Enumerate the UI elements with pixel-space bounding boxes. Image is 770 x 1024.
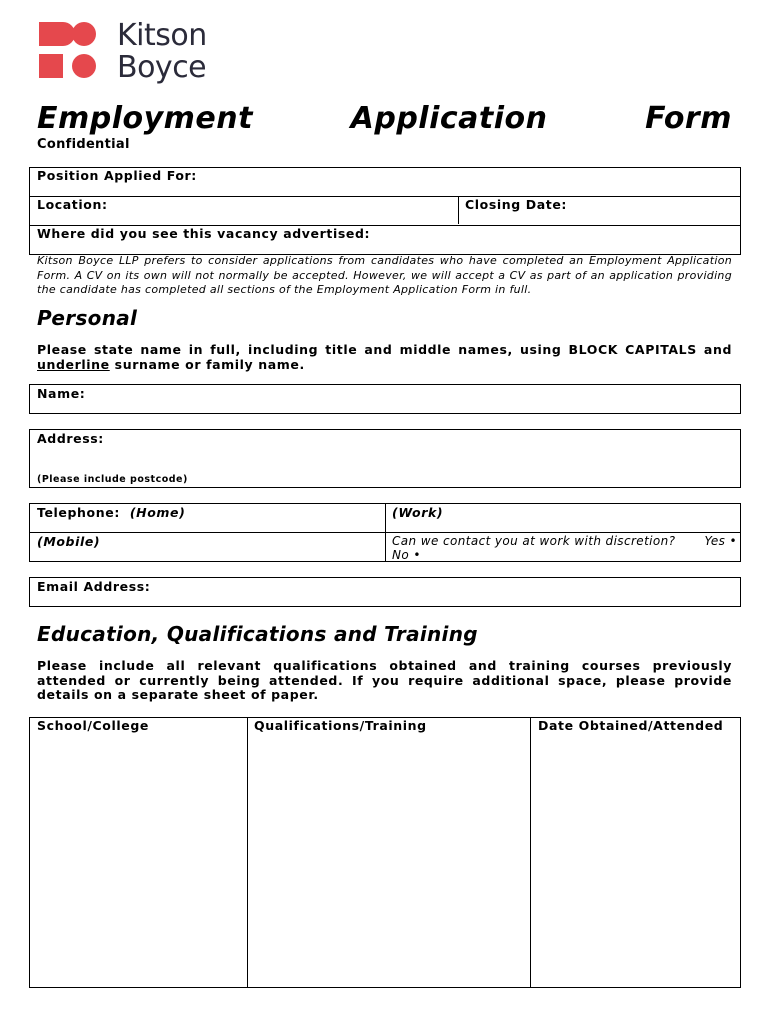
- telephone-work-field[interactable]: (Work): [392, 505, 444, 520]
- company-logo: [37, 20, 237, 86]
- title-word-3: Form: [645, 101, 732, 136]
- education-heading: Education, Qualifications and Training: [37, 622, 478, 646]
- column-qualifications-training: Qualifications/Training: [254, 718, 427, 733]
- address-field[interactable]: Address:: [37, 431, 104, 446]
- yes-option[interactable]: Yes •: [704, 534, 737, 548]
- title-word-2: Application: [350, 101, 548, 136]
- position-applied-field[interactable]: Position Applied For:: [37, 168, 197, 183]
- form-title: [37, 101, 732, 137]
- column-school-college: School/College: [37, 718, 149, 733]
- vacancy-table: [29, 167, 741, 255]
- address-box: [29, 429, 741, 488]
- name-box: [29, 384, 741, 414]
- logo-mark-icon: [37, 20, 99, 82]
- telephone-mobile-field[interactable]: (Mobile): [37, 534, 101, 549]
- closing-date-field[interactable]: Closing Date:: [465, 197, 568, 212]
- discretion-question: Can we contact you at work with discretion? Yes • No •: [392, 534, 737, 562]
- logo-line-1: Kitson: [117, 18, 207, 53]
- name-field[interactable]: Name:: [37, 386, 86, 401]
- location-field[interactable]: Location:: [37, 197, 108, 212]
- education-instruction: Please include all relevant qualifications obtained and training courses previously attended or currently being attended. If you require additional space, please provide details on a separate sheet of paper.: [37, 658, 732, 702]
- personal-heading: Personal: [37, 306, 138, 330]
- personal-instruction: Please state name in full, including title and middle names, using BLOCK CAPITALS and underline surname or family name.: [37, 342, 732, 372]
- telephone-table: [29, 503, 741, 562]
- title-word-1: Employment: [37, 101, 253, 136]
- cv-policy-notice: Kitson Boyce LLP prefers to consider applications from candidates who have completed an Employment Application Form. A CV on its own will not normally be accepted. However, we will accept a CV as part of an application providing the candidate has completed all sections of the Employment Application Form in full.: [37, 254, 732, 296]
- vacancy-source-field[interactable]: Where did you see this vacancy advertised:: [37, 226, 371, 241]
- postcode-hint: (Please include postcode): [37, 474, 188, 485]
- column-date-obtained: Date Obtained/Attended: [538, 718, 724, 733]
- logo-wordmark: [117, 20, 207, 84]
- email-box: [29, 577, 741, 607]
- no-option[interactable]: No •: [392, 548, 421, 562]
- confidential-label: Confidential: [37, 137, 130, 152]
- logo-line-2: Boyce: [117, 50, 207, 85]
- telephone-home-field[interactable]: Telephone: (Home): [37, 505, 186, 520]
- email-field[interactable]: Email Address:: [37, 579, 151, 594]
- education-table: [29, 717, 741, 988]
